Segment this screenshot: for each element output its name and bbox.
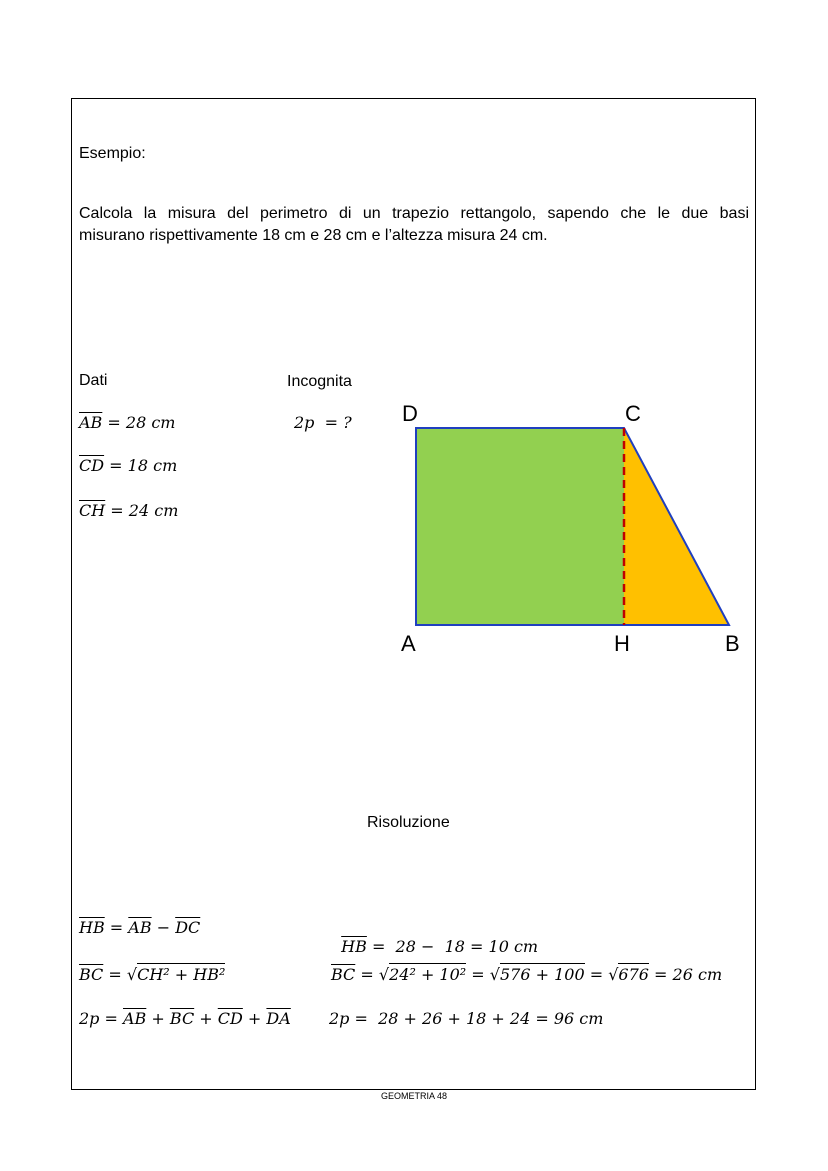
problem-line-2: misurano rispettivamente 18 cm e 28 cm e l’altezza misura 24 cm. — [79, 227, 548, 244]
segment-ab: $\overline{AB}$ — [79, 413, 103, 432]
segment-ch: $\overline{CH}$ — [79, 501, 106, 520]
unknown-value: 2p = ? — [294, 413, 352, 432]
perimeter-formula: $2p = \overline{AB} + \overline{BC} + \overline{CD} + \overline{DA}$ — [79, 1009, 291, 1028]
data-item-ab: $\overline{AB} = 28$ cm — [79, 413, 176, 432]
vertex-label-c: C — [625, 401, 641, 426]
page-footer: GEOMETRIA 48 — [380, 1091, 448, 1101]
vertex-label-h: H — [614, 631, 630, 656]
bc-calculation: $\overline{BC} = √24^2 + 10^2 = √576 + 100 = √676 = 26$ cm — [331, 965, 723, 984]
data-title: Dati — [79, 372, 108, 389]
segment-cd: $\overline{CD}$ — [79, 456, 105, 475]
hb-formula: $\overline{HB} = \overline{AB} - \overline{DC}$ — [79, 918, 201, 937]
data-item-cd: $\overline{CD} = 18$ cm — [79, 456, 178, 475]
problem-line-1: Calcola la misura del perimetro di un trapezio rettangolo, sapendo che le due basi — [79, 205, 749, 222]
vertex-label-b: B — [725, 631, 740, 656]
data-item-ch: $\overline{CH} = 24$ cm — [79, 501, 179, 520]
hb-calculation: $\overline{HB} = 28 - 18 = 10$ cm — [341, 937, 539, 956]
perimeter-calculation: 2p = 28 + 26 + 18 + 24 = 96 cm — [329, 1009, 604, 1028]
example-heading: Esempio: — [79, 145, 146, 162]
vertex-label-d: D — [402, 401, 418, 426]
rectangle-adhd — [416, 428, 624, 625]
vertex-label-a: A — [401, 631, 416, 656]
resolution-title: Risoluzione — [367, 814, 450, 831]
unknown-title: Incognita — [287, 373, 352, 390]
bc-formula: $\overline{BC} = √CH^2 + HB^2$ — [79, 965, 226, 984]
